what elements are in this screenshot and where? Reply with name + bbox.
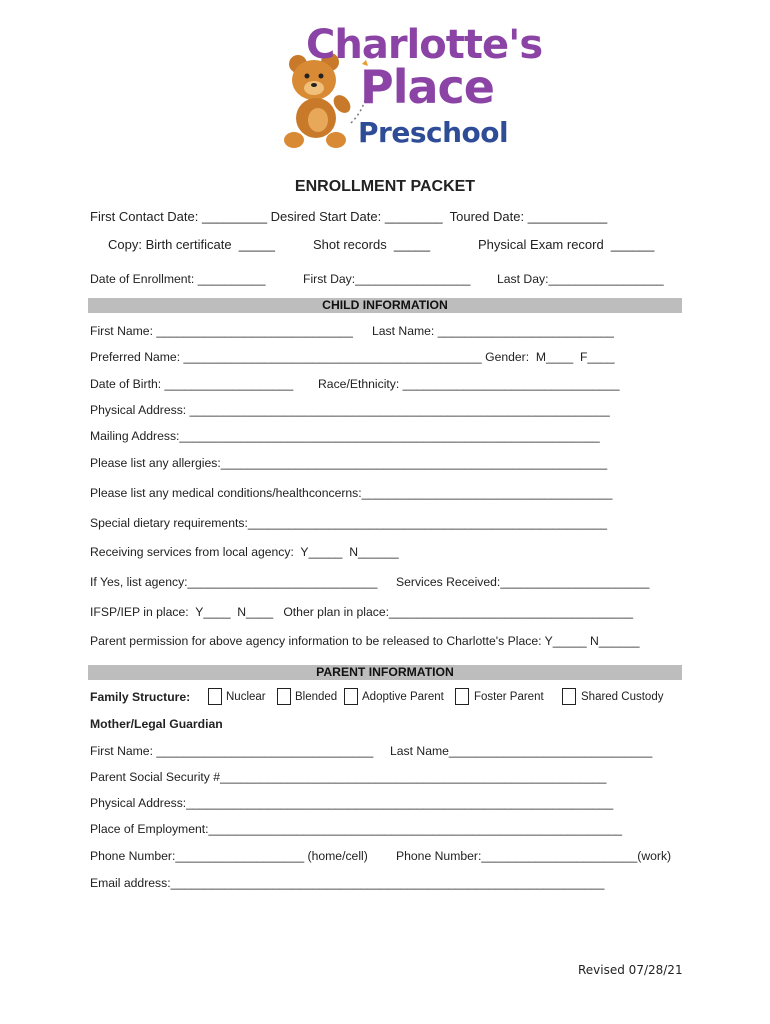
services-received-field[interactable]: Services Received:______________________	[396, 575, 650, 589]
child-physical-address-field[interactable]: Physical Address: ______________________________________________________________	[90, 403, 610, 417]
work-phone-field[interactable]: Phone Number:_______________________(work)	[396, 849, 672, 863]
last-day-field[interactable]: Last Day:_________________	[497, 272, 664, 286]
adoptive-parent-checkbox[interactable]	[344, 688, 358, 705]
allergies-field[interactable]: Please list any allergies:_________________________________________________________	[90, 456, 608, 470]
physical-exam-field[interactable]: Physical Exam record ______	[478, 237, 655, 252]
shared-custody-checkbox[interactable]	[562, 688, 576, 705]
foster-parent-checkbox[interactable]	[455, 688, 469, 705]
mailing-address-field[interactable]: Mailing Address:______________________________________________________________	[90, 429, 600, 443]
home-phone-field[interactable]: Phone Number:___________________ (home/cell)	[90, 849, 368, 863]
shot-records-field[interactable]: Shot records _____	[313, 237, 431, 252]
preferred-name-gender-field[interactable]: Preferred Name: ____________________________________________ Gender: M____ F____	[90, 350, 615, 364]
charlottes-place-logo	[278, 22, 543, 152]
race-ethnicity-field[interactable]: Race/Ethnicity: ________________________________	[318, 377, 620, 391]
adoptive-parent-option-label: Adoptive Parent	[362, 691, 444, 703]
foster-parent-option-label: Foster Parent	[474, 691, 544, 703]
logo-line-1: Charlotte's	[306, 22, 543, 68]
contact-dates-row[interactable]: First Contact Date: _________ Desired Start Date: ________ Toured Date: ___________	[90, 209, 608, 224]
blended-option-label: Blended	[295, 691, 338, 703]
page-title: ENROLLMENT PACKET	[294, 178, 476, 195]
nuclear-checkbox[interactable]	[208, 688, 222, 705]
first-day-field[interactable]: First Day:_________________	[303, 272, 471, 286]
logo-line-2: Place	[360, 60, 494, 114]
revised-date: Revised 07/28/21	[578, 963, 683, 977]
email-address-field[interactable]: Email address:________________________________________________________________	[90, 876, 605, 890]
family-structure-label: Family Structure:	[90, 690, 191, 704]
dietary-requirements-field[interactable]: Special dietary requirements:_____________________________________________________	[90, 516, 608, 530]
nuclear-option-label: Nuclear	[226, 691, 266, 703]
agency-name-field[interactable]: If Yes, list agency:____________________________	[90, 575, 378, 589]
guardian-heading: Mother/Legal Guardian	[90, 717, 223, 731]
child-first-name-field[interactable]: First Name: _____________________________	[90, 324, 353, 338]
local-agency-services-field[interactable]: Receiving services from local agency: Y_____ N______	[90, 545, 399, 559]
copy-birth-certificate-field[interactable]: Copy: Birth certificate _____	[108, 237, 275, 252]
blended-checkbox[interactable]	[277, 688, 291, 705]
parent-last-name-field[interactable]: Last Name______________________________	[390, 744, 653, 758]
parent-information-heading: PARENT INFORMATION	[88, 665, 682, 680]
parent-first-name-field[interactable]: First Name: ________________________________	[90, 744, 374, 758]
place-of-employment-field[interactable]: Place of Employment:_____________________________________________________________	[90, 822, 623, 836]
parent-physical-address-field[interactable]: Physical Address:_______________________________________________________________	[90, 796, 614, 810]
agency-permission-field[interactable]: Parent permission for above agency information to be released to Charlotte's Place: Y_____ N______	[90, 634, 640, 648]
logo-line-3: Preschool	[358, 116, 509, 149]
medical-conditions-field[interactable]: Please list any medical conditions/healthconcerns:_____________________________________	[90, 486, 613, 500]
child-last-name-field[interactable]: Last Name: __________________________	[372, 324, 614, 338]
child-information-heading: CHILD INFORMATION	[88, 298, 682, 313]
parent-ssn-field[interactable]: Parent Social Security #_________________________________________________________	[90, 770, 607, 784]
ifsp-iep-field[interactable]: IFSP/IEP in place: Y____ N____ Other plan in place:____________________________________	[90, 605, 634, 619]
date-of-birth-field[interactable]: Date of Birth: ___________________	[90, 377, 294, 391]
shared-custody-option-label: Shared Custody	[581, 691, 664, 703]
date-of-enrollment-field[interactable]: Date of Enrollment: __________	[90, 272, 266, 286]
